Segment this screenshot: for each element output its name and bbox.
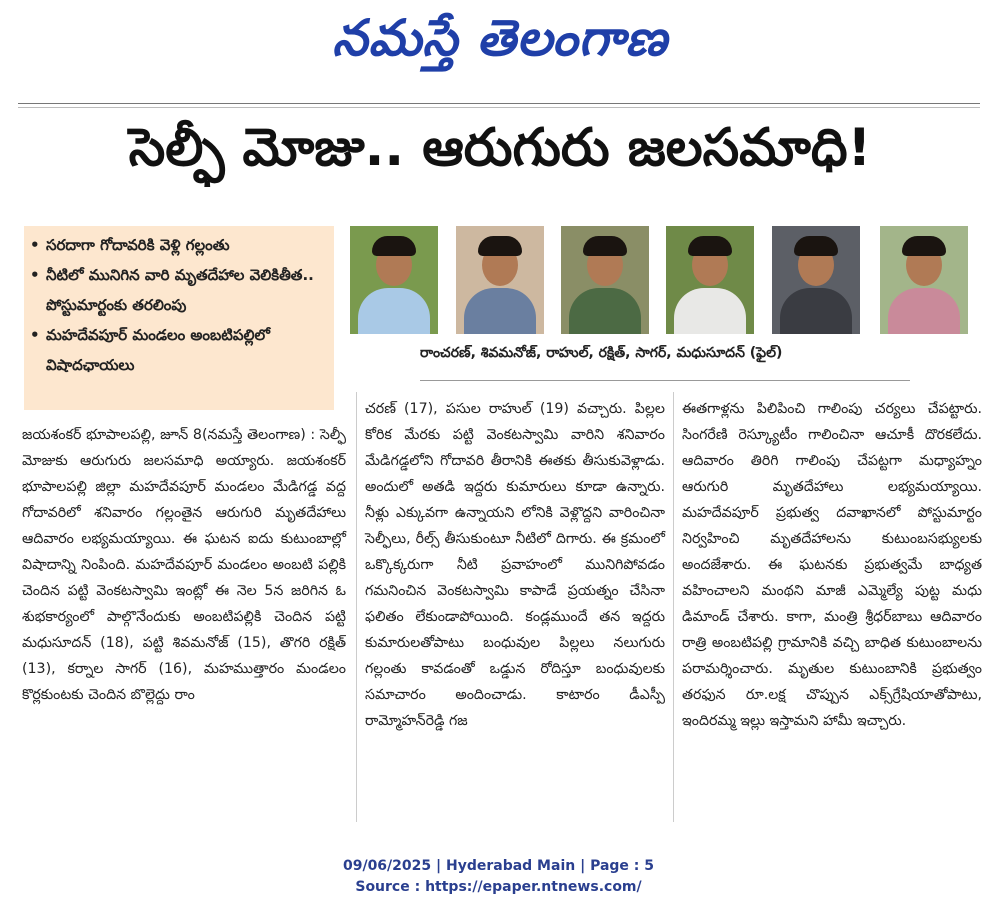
article-headline: సెల్ఫీ మోజు.. ఆరుగురు జలసమాధి! — [128, 118, 872, 178]
highlight-item — [30, 230, 328, 260]
masthead-rule — [18, 103, 980, 104]
page-footer — [0, 856, 997, 898]
highlight-text: సరదాగా గోదావరికి వెళ్లి గల్లంతు — [46, 236, 230, 254]
article-column-3: ఈతగాళ్లను పిలిపించి గాలింపు చర్యలు చేపట్టారు. సింగరేణి రెస్క్యూటీం గాలించినా ఆచూకీ దొరకలేదు. ఆదివారం తిరిగి గాలింపు చేపట్టగా మధ్యాహ్నం ఆరుగురి మృతదేహాలు లభ్యమయ్యాయి. మహదేవపూర్ ప్రభుత్వ దవాఖానలో పోస్టుమార్టం నిర్వహించి మృతదేహాలను కుటుంబసభ్యులకు అందజేశారు. ఈ ఘటనకు ప్రభుత్వమే బాధ్యత వహించాలని మంథని మాజీ ఎమ్మెల్యే పుట్ట మధు డిమాండ్ చేశారు. కాగా, మంత్రి శ్రీధర్‌బాబు ఆదివారం రాత్రి అంబటిపల్లి గ్రామానికి వచ్చి బాధిత కుటుంబాలను పరామర్శించారు. మృతుల కుటుంబానికి ప్రభుత్వం తరఫున రూ.లక్ష చొప్పున ఎక్స్‌గ్రేషియాతోపాటు, ఇందిరమ్మ ఇల్లు ఇస్తామని హామీ ఇచ్చారు. — [682, 401, 982, 729]
bullet-icon: • — [30, 236, 40, 254]
column-divider — [356, 392, 357, 822]
footer-date-edition: 09/06/2025 | Hyderabad Main | Page : 5 — [342, 858, 655, 874]
highlight-item — [30, 260, 328, 320]
highlight-text: మహదేవపూర్ మండలం అంబటిపల్లిలో విషాదఛాయలు — [46, 326, 270, 374]
article-column-1: జయశంకర్ భూపాలపల్లి, జూన్ 8(నమస్తే తెలంగాణ) : సెల్ఫీ మోజుకు ఆరుగురు జలసమాధి అయ్యారు. జయశంకర్ భూపాలపల్లి జిల్లా మహదేవపూర్ మండలం మేడిగడ్డ వద్ద గోదావరిలో శనివారం గల్లంతైన ఆరుగురి మృతదేహాలు ఆదివారం లభ్యమయ్యాయి. ఈ ఘటన ఐదు కుటుంబాల్లో విషాదాన్ని నింపింది. మహదేవపూర్ మండలం అంబటి పల్లికి చెందిన పట్టి వెంకటస్వామి ఇంట్లో ఈ నెల 5న జరిగిన ఓ శుభకార్యంలో పాల్గొనేందుకు అంబటిపల్లికి చెందిన పట్టి మధుసూదన్ (18), పట్టి శివమనోజ్ (15), తొగరి రక్షిత్ (13), కర్నాల సాగర్ (16), మహముత్తారం మండలం కొర్లకుంటకు చెందిన బొల్లెద్దు రాం — [22, 427, 346, 703]
bullet-icon: • — [30, 326, 40, 344]
newspaper-logo: నమస్తే తెలంగాణ — [332, 8, 668, 67]
highlight-text: నీటిలో మునిగిన వారి మృతదేహాల వెలికితీత.. పోస్టుమార్టంకు తరలింపు — [46, 266, 314, 314]
article-column-2: చరణ్ (17), పసుల రాహుల్ (19) వచ్చారు. పిల్లల కోరిక మేరకు పట్టి వెంకటస్వామి వారిని శనివారం మేడిగడ్డలోని గోదావరి తీరానికి ఈతకు తీసుకువెళ్లాడు. అందులో అతడి ఇద్దరు కుమారులు కూడా ఉన్నారు. నీళ్లు ఎక్కువగా ఉన్నాయని లోనికి వెళ్లొద్దని వారించినా సెల్ఫీలు, రీల్స్ తీసుకుంటూ నీటిలో దిగారు. ఈ క్రమంలో ఒక్కొక్కరుగా నీటి ప్రవాహంలో మునిగిపోవడం గమనించిన వెంకటస్వామి కాపాడే ప్రయత్నం చేసినా ఫలితం లేకుండాపోయింది. కండ్లముందే తన ఇద్దరు కుమారులతోపాటు బంధువుల పిల్లలు నలుగురు గల్లంతు కావడంతో ఒడ్డున రోదిస్తూ బంధువులకు సమాచారం అందించాడు. కాటారం డీఎస్పీ రామ్మోహన్‌రెడ్డి గజ — [365, 401, 665, 729]
photo-victim-3 — [561, 226, 649, 334]
photo-caption: రాంచరణ్, శివమనోజ్, రాహుల్, రక్షిత్, సాగర్, మధుసూదన్ (ఫైల్) — [420, 345, 783, 361]
footer-source-link[interactable]: Source : https://epaper.ntnews.com/ — [355, 879, 642, 895]
highlights-box — [24, 226, 334, 410]
masthead — [0, 0, 997, 92]
photo-victim-6 — [880, 226, 968, 334]
photo-victim-5 — [772, 226, 860, 334]
bullet-icon: • — [30, 266, 40, 284]
highlight-item — [30, 320, 328, 380]
masthead-rule-secondary — [18, 107, 980, 108]
photo-victim-1 — [350, 226, 438, 334]
photo-victim-2 — [456, 226, 544, 334]
photo-victim-4 — [666, 226, 754, 334]
caption-rule — [420, 380, 910, 381]
column-divider — [673, 392, 674, 822]
victim-photos — [350, 226, 982, 334]
